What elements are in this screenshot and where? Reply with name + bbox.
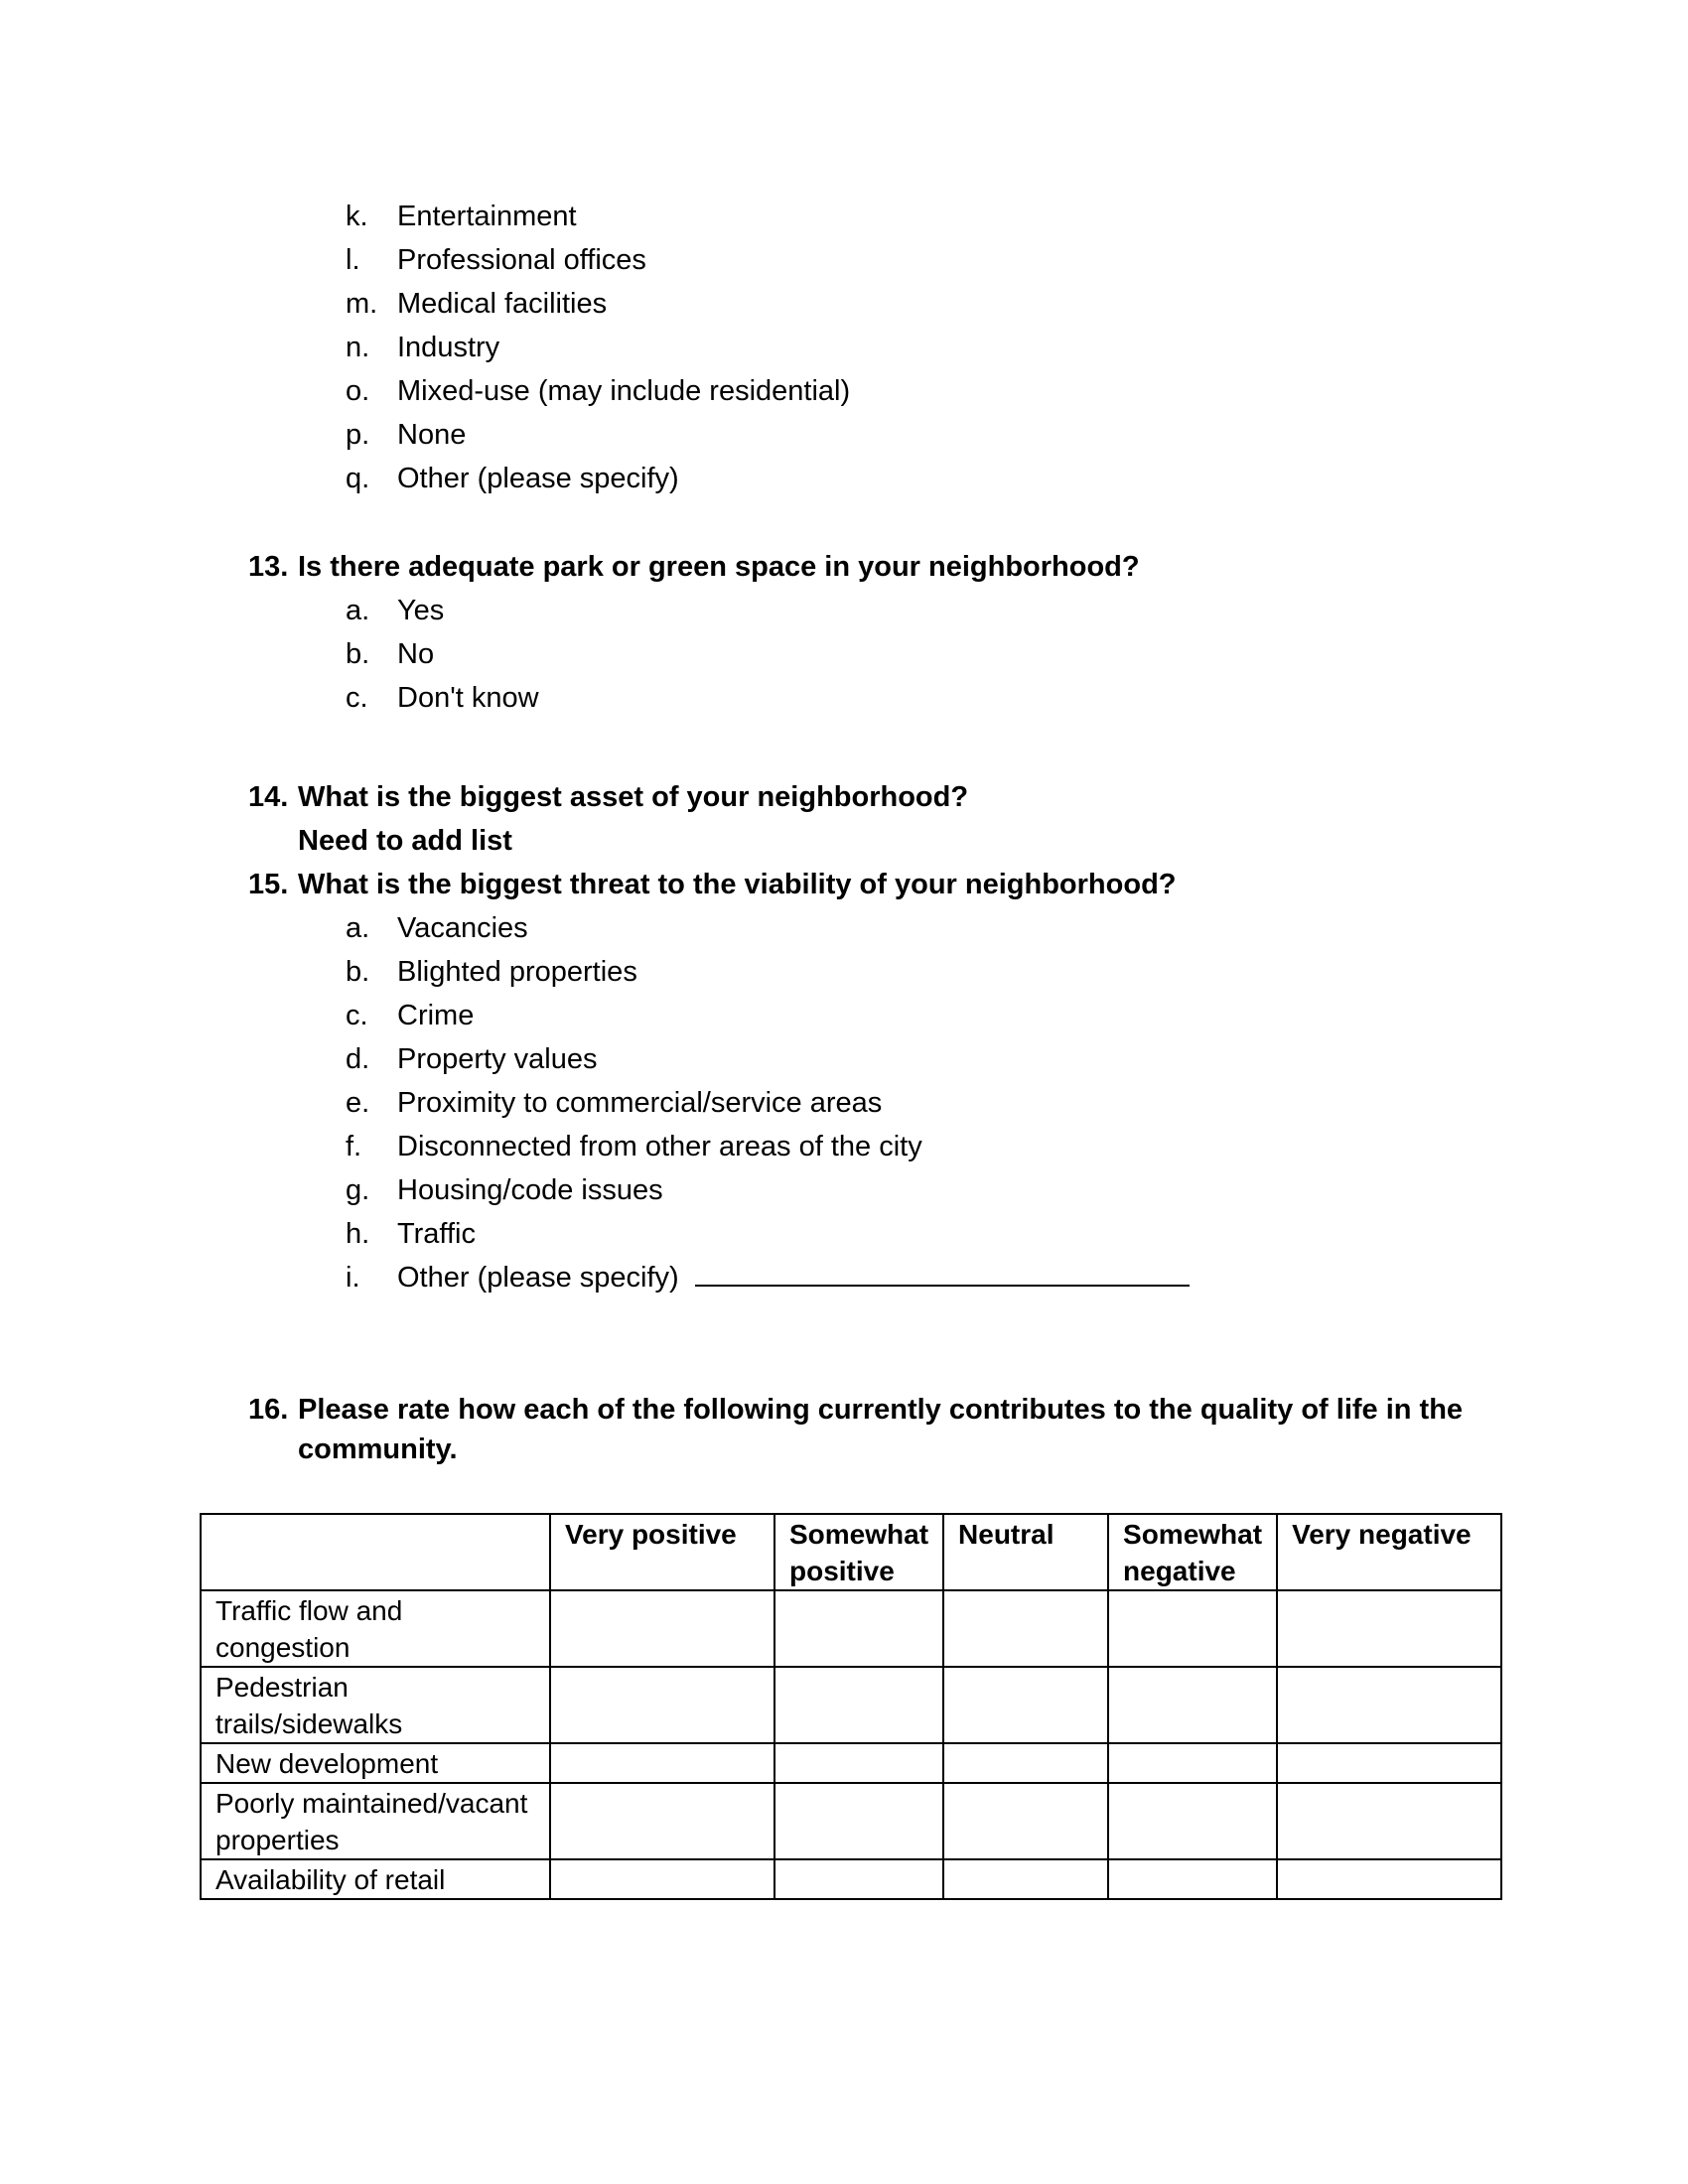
table-row — [201, 1667, 1501, 1743]
rating-cell[interactable] — [550, 1667, 774, 1743]
rating-cell[interactable] — [774, 1783, 943, 1859]
table-row — [201, 1743, 1501, 1783]
rating-cell[interactable] — [774, 1859, 943, 1899]
rating-cell[interactable] — [1277, 1783, 1501, 1859]
column-header: Very positive — [550, 1514, 774, 1590]
rating-cell[interactable] — [943, 1783, 1108, 1859]
other-specify-blank[interactable] — [695, 1257, 1190, 1287]
table-header-row — [201, 1514, 1501, 1590]
rating-cell[interactable] — [550, 1590, 774, 1667]
table-row — [201, 1783, 1501, 1859]
row-label: Traffic flow and congestion — [201, 1590, 550, 1667]
rating-cell[interactable] — [550, 1859, 774, 1899]
column-header: Somewhat positive — [774, 1514, 943, 1590]
row-label: New development — [201, 1743, 550, 1783]
rating-table — [200, 1513, 1502, 1900]
rating-cell[interactable] — [774, 1743, 943, 1783]
column-header: Neutral — [943, 1514, 1108, 1590]
rating-cell[interactable] — [1277, 1590, 1501, 1667]
rating-cell[interactable] — [1108, 1783, 1277, 1859]
survey-page: k. Entertainment l. Professional offices m. Medical facilities n. Industry o. Mixed-use (may include residential) p. None q. Other (please specify) 13. Is there adequate park or green space in your neighborhood? a. Yes b. No c. Don't know 14. What is the biggest asset of your neighborhood? Need to add list 15. What is the biggest threat to the viability of your neighborhood? a. Vacancies b. Blighted properties c. Crime d. Property values e. Proximity to commercial/service areas f. Disconnected from other areas of the city g. Housing/code issues h. Traffic i. Other (please specify) 16. Please rate how each of the following currently contributes to the quality of life in the community. Very positive Somewhat positive Neutral Somewhat negative Very negative Traffic flow and congestion Pedestrian trails/sidewalks New development Poorly maintained/vacant properties Availability of retail — [0, 0, 1688, 2184]
rating-cell[interactable] — [1108, 1859, 1277, 1899]
rating-cell[interactable] — [1277, 1743, 1501, 1783]
rating-cell[interactable] — [1108, 1590, 1277, 1667]
rating-cell[interactable] — [774, 1667, 943, 1743]
column-header: Somewhat negative — [1108, 1514, 1277, 1590]
rating-cell[interactable] — [774, 1590, 943, 1667]
column-header: Very negative — [1277, 1514, 1501, 1590]
question-16: 16. Please rate how each of the following currently contributes to the quality of life in the community. — [248, 1394, 1464, 1465]
table-row — [201, 1590, 1501, 1667]
rating-cell[interactable] — [1277, 1859, 1501, 1899]
rating-cell[interactable] — [550, 1783, 774, 1859]
rating-cell[interactable] — [1277, 1667, 1501, 1743]
rating-cell[interactable] — [550, 1743, 774, 1783]
row-label: Poorly maintained/vacant properties — [201, 1783, 550, 1859]
row-label: Pedestrian trails/sidewalks — [201, 1667, 550, 1743]
column-header — [201, 1514, 550, 1590]
rating-cell[interactable] — [1108, 1743, 1277, 1783]
rating-cell[interactable] — [1108, 1667, 1277, 1743]
rating-cell[interactable] — [943, 1590, 1108, 1667]
row-label: Availability of retail — [201, 1859, 550, 1899]
rating-cell[interactable] — [943, 1667, 1108, 1743]
table-row — [201, 1859, 1501, 1899]
rating-cell[interactable] — [943, 1743, 1108, 1783]
rating-cell[interactable] — [943, 1859, 1108, 1899]
